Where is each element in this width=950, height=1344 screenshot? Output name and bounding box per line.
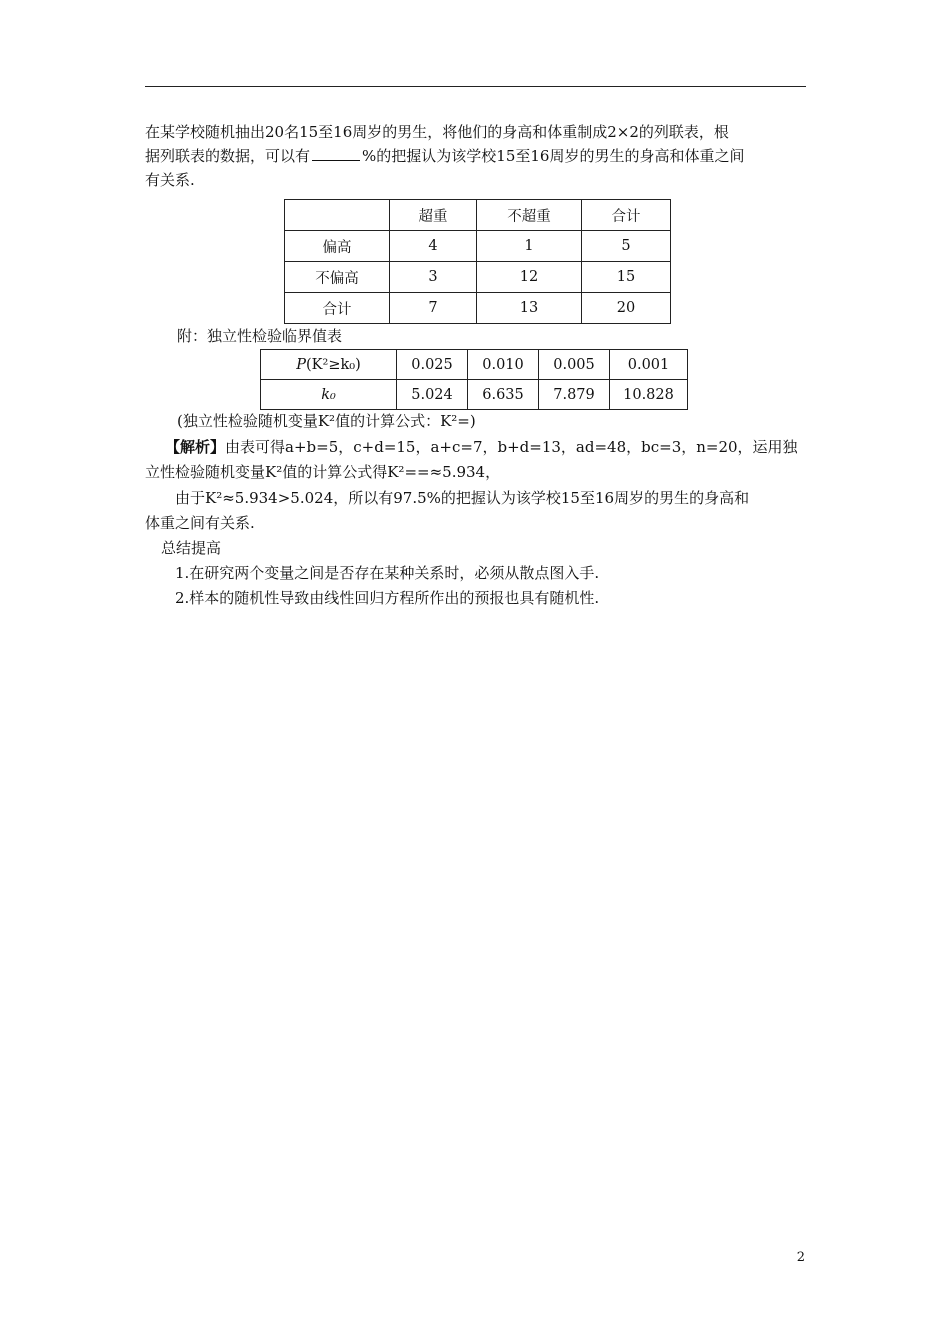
answer-blank[interactable] [312, 146, 360, 161]
page-number: 2 [796, 1250, 805, 1265]
table-row [285, 231, 671, 262]
p-symbol: P [296, 356, 307, 373]
table-cell: 12 [477, 262, 582, 293]
solution-line-1 [145, 435, 808, 459]
problem-text-1: 在某学校随机抽出20名15至16周岁的男生，将他们的身高和体重制成2×2的列联表，根 [145, 123, 729, 141]
solution-line-3: 由于K²≈5.934>5.024，所以有97.5%的把握认为该学校15至16周岁的男生的身高和 [175, 489, 750, 507]
table-row [261, 380, 688, 410]
appendix-label: 附：独立性检验临界值表 [177, 327, 343, 345]
problem-text-2a: 据列联表的数据，可以有 [145, 147, 311, 165]
table-cell: 7.879 [539, 380, 610, 410]
table-cell: 不超重 [477, 200, 582, 231]
problem-line-2 [145, 144, 808, 168]
table-cell: 0.010 [468, 350, 539, 380]
summary-item-2: 2.样本的随机性导致由线性回归方程所作出的预报也具有随机性. [175, 589, 600, 607]
table-cell: 13 [477, 293, 582, 324]
table-cell: 1 [477, 231, 582, 262]
table-cell: 10.828 [610, 380, 688, 410]
contingency-table [284, 199, 671, 324]
table-cell: 5 [582, 231, 671, 262]
table-cell: 0.005 [539, 350, 610, 380]
table-row [285, 262, 671, 293]
table-cell: k₀ [261, 380, 397, 410]
problem-text-2b: %的把握认为该学校15至16周岁的男生的身高和体重之间 [362, 147, 745, 165]
table-cell: 合计 [285, 293, 390, 324]
table-cell: 6.635 [468, 380, 539, 410]
summary-title: 总结提高 [161, 539, 222, 557]
formula-note: (独立性检验随机变量K²值的计算公式：K²=) [177, 412, 476, 430]
table-cell: 偏高 [285, 231, 390, 262]
solution-line-4: 体重之间有关系. [145, 514, 255, 532]
table-cell [285, 200, 390, 231]
table-cell: 3 [390, 262, 477, 293]
table-row [285, 200, 671, 231]
header-rule [145, 86, 806, 87]
solution-text-1: 由表可得a+b=5，c+d=15，a+c=7，b+d=13，ad=48，bc=3，n=20，运用独 [225, 438, 798, 456]
problem-text-3: 有关系. [145, 171, 195, 189]
table-row [261, 350, 688, 380]
table-cell: 不偏高 [285, 262, 390, 293]
table-cell: 7 [390, 293, 477, 324]
problem-line-1 [145, 120, 808, 144]
table-cell [261, 350, 397, 380]
table-cell: 20 [582, 293, 671, 324]
table-cell: 4 [390, 231, 477, 262]
summary-item-1: 1.在研究两个变量之间是否存在某种关系时，必须从散点图入手. [175, 564, 600, 582]
problem-line-3 [145, 168, 808, 192]
critical-value-table [260, 349, 688, 410]
table-row [285, 293, 671, 324]
solution-line-2: 立性检验随机变量K²值的计算公式得K²==≈5.934， [145, 463, 501, 481]
table-cell: 超重 [390, 200, 477, 231]
solution-tag: 【解析】 [165, 438, 226, 456]
p-condition: (K²≥k₀) [306, 356, 361, 373]
table-cell: 0.025 [397, 350, 468, 380]
table-cell: 合计 [582, 200, 671, 231]
table-cell: 15 [582, 262, 671, 293]
table-cell: 0.001 [610, 350, 688, 380]
table-cell: 5.024 [397, 380, 468, 410]
